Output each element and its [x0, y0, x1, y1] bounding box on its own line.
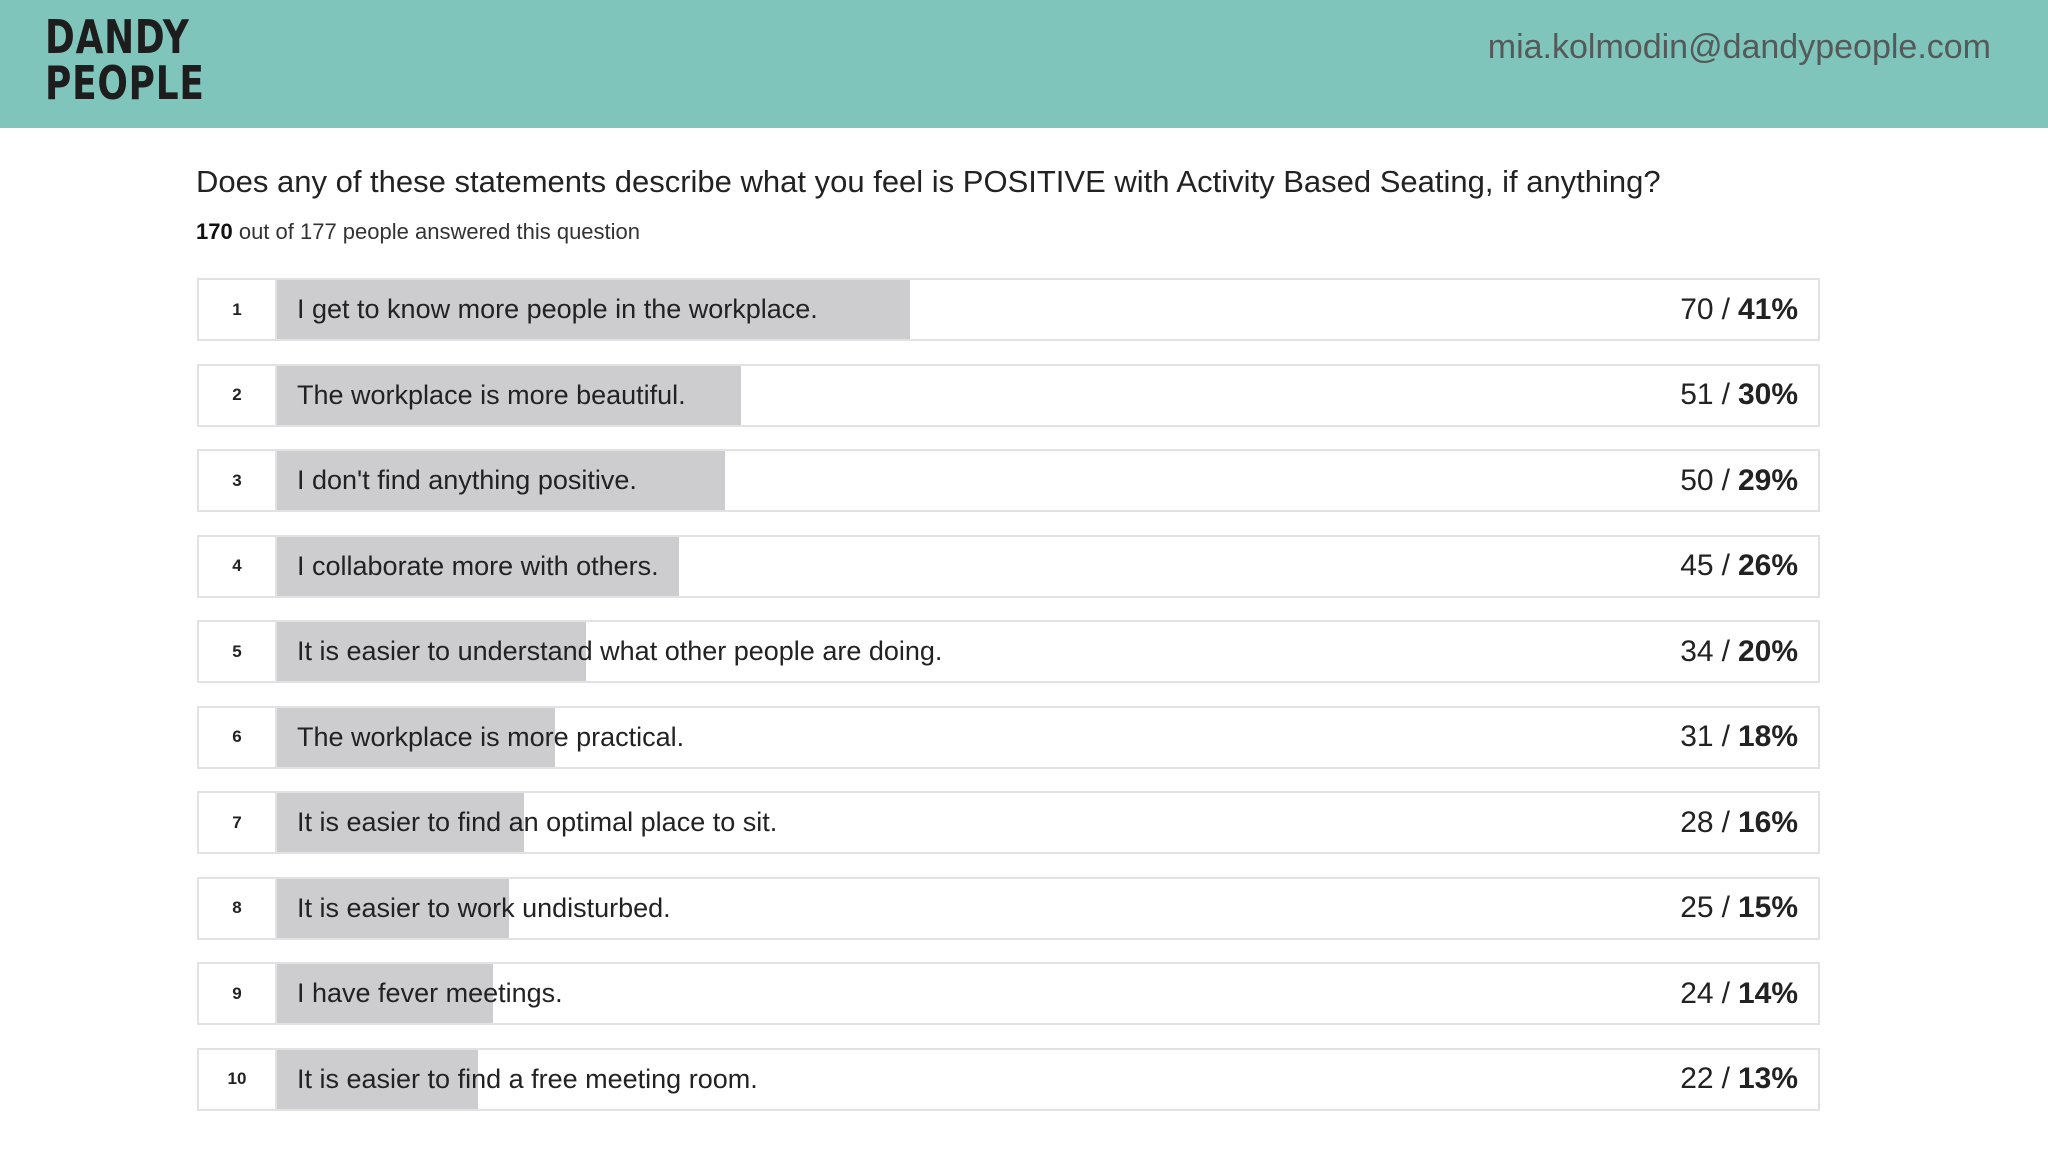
response-percent: 26%	[1737, 549, 1798, 582]
response-percent: 20%	[1737, 634, 1798, 668]
statement-label: I get to know more people in the workplace.	[297, 294, 818, 324]
header-bar	[0, 0, 2048, 128]
response-percent: 16%	[1737, 805, 1798, 839]
response-count: 25	[1680, 891, 1714, 924]
rank-number: 3	[199, 451, 277, 510]
result-value	[1680, 708, 1798, 767]
statement-label: It is easier to find an optimal place to sit.	[297, 807, 778, 837]
dandy-people-logo	[45, 10, 205, 110]
value-separator: /	[1721, 976, 1730, 1010]
response-count: 70	[1680, 292, 1714, 326]
response-percent: 30%	[1737, 378, 1798, 411]
response-count: 22	[1680, 1062, 1714, 1095]
value-separator: /	[1721, 378, 1730, 411]
logo-line-2: PEOPLE	[45, 56, 205, 110]
logo-line-1: DANDY	[45, 10, 190, 64]
result-value	[1680, 366, 1798, 425]
answered-summary	[196, 219, 640, 245]
answered-text: out of 177 people answered this question	[232, 219, 641, 244]
result-row	[197, 364, 1820, 427]
rank-number: 1	[199, 280, 277, 339]
answered-count: 170	[196, 219, 233, 244]
rank-number: 6	[199, 708, 277, 767]
result-value	[1680, 622, 1798, 681]
statement-label: I collaborate more with others.	[297, 550, 659, 581]
result-row	[197, 1048, 1820, 1111]
statement-label: It is easier to work undisturbed.	[297, 892, 671, 923]
response-count: 24	[1680, 976, 1714, 1010]
result-row	[197, 791, 1820, 854]
result-row	[197, 278, 1820, 341]
value-separator: /	[1721, 805, 1730, 839]
result-value	[1680, 537, 1798, 596]
rank-number: 5	[199, 622, 277, 681]
rank-number: 2	[199, 366, 277, 425]
contact-email: mia.kolmodin@dandypeople.com	[1487, 28, 1991, 66]
value-separator: /	[1721, 634, 1730, 668]
response-count: 31	[1680, 720, 1714, 753]
value-separator: /	[1721, 549, 1730, 582]
response-count: 45	[1680, 549, 1714, 582]
rank-number: 7	[199, 793, 277, 852]
result-value	[1680, 879, 1798, 938]
survey-question: Does any of these statements describe what you feel is POSITIVE with Activity Based Seating, if anything?	[196, 164, 1661, 199]
response-count: 28	[1680, 805, 1714, 839]
statement-label: It is easier to understand what other people are doing.	[297, 636, 943, 666]
response-count: 51	[1680, 378, 1714, 411]
response-percent: 29%	[1737, 463, 1798, 497]
statement-label: I don't find anything positive.	[297, 465, 637, 495]
rank-number: 9	[199, 964, 277, 1023]
response-percent: 14%	[1737, 976, 1798, 1010]
result-value	[1680, 451, 1798, 510]
response-percent: 41%	[1737, 292, 1798, 326]
result-value	[1680, 280, 1798, 339]
rank-number: 10	[199, 1050, 277, 1109]
statement-label: It is easier to find a free meeting room.	[297, 1063, 758, 1094]
value-separator: /	[1721, 292, 1730, 326]
statement-label: I have fever meetings.	[297, 978, 563, 1008]
rank-number: 8	[199, 879, 277, 938]
response-percent: 15%	[1737, 891, 1798, 924]
response-count: 50	[1680, 463, 1714, 497]
result-row	[197, 706, 1820, 769]
statement-label: The workplace is more beautiful.	[297, 379, 686, 410]
result-row	[197, 877, 1820, 940]
result-value	[1680, 964, 1798, 1023]
result-value	[1680, 793, 1798, 852]
result-row	[197, 449, 1820, 512]
rank-number: 4	[199, 537, 277, 596]
response-count: 34	[1680, 634, 1714, 668]
response-percent: 18%	[1737, 720, 1798, 753]
value-separator: /	[1721, 891, 1730, 924]
result-value	[1680, 1050, 1798, 1109]
value-separator: /	[1721, 720, 1730, 753]
result-row	[197, 620, 1820, 683]
response-percent: 13%	[1737, 1062, 1798, 1095]
value-separator: /	[1721, 463, 1730, 497]
statement-label: The workplace is more practical.	[297, 721, 685, 752]
result-row	[197, 535, 1820, 598]
result-row	[197, 962, 1820, 1025]
value-separator: /	[1721, 1062, 1730, 1095]
